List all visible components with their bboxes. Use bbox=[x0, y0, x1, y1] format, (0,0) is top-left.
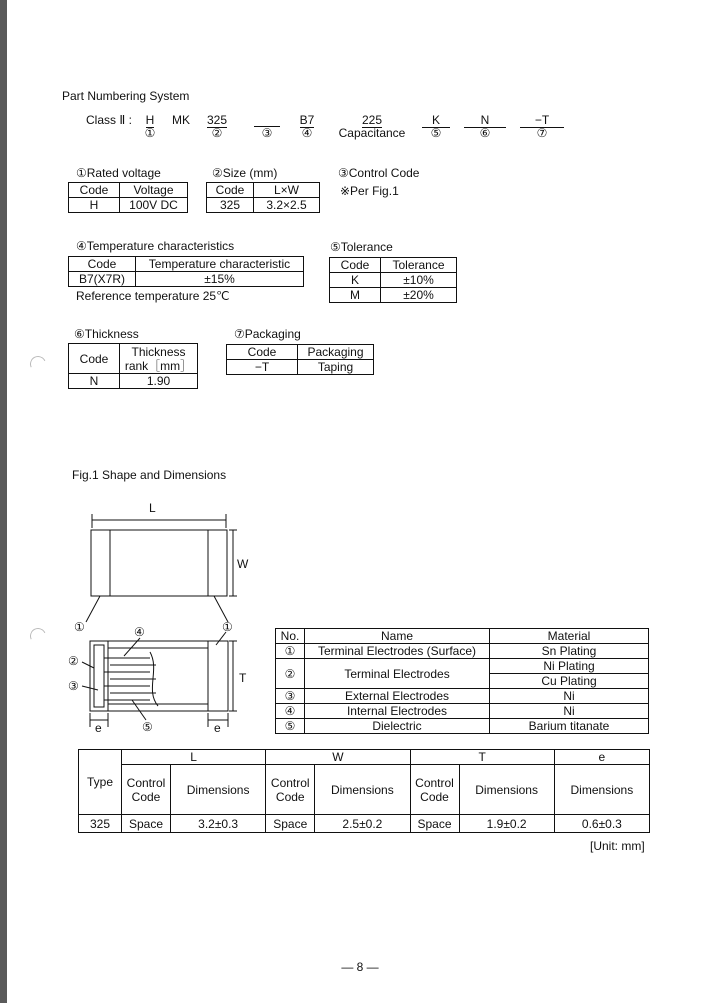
pn-code-mk: MK bbox=[172, 113, 190, 127]
table-cell: 325 bbox=[207, 198, 254, 213]
top-view-terminal-right bbox=[208, 530, 227, 596]
top-view-body bbox=[91, 530, 227, 596]
table-row: ⑤ Dielectric Barium titanate bbox=[276, 719, 649, 734]
pn-code-tol: K bbox=[422, 113, 450, 128]
top-view-terminal-left bbox=[91, 530, 110, 596]
col-header: Code bbox=[330, 258, 381, 273]
thickness-title: ⑥Thickness bbox=[74, 327, 139, 341]
col-header: Dimensions bbox=[171, 765, 266, 815]
temperature-title: ④Temperature characteristics bbox=[76, 239, 235, 253]
unit-note: [Unit: mm] bbox=[590, 839, 645, 853]
table-row: 325 Space 3.2±0.3 Space 2.5±0.2 Space 1.9±0.2 0.6±0.3 bbox=[79, 815, 650, 833]
size-title: ②Size (mm) bbox=[212, 166, 278, 180]
label-1-left: ① bbox=[74, 620, 85, 634]
col-header: Code bbox=[207, 183, 254, 198]
group-header-e: e bbox=[554, 750, 649, 765]
pn-code-size: 325 bbox=[206, 113, 228, 127]
page-heading: Part Numbering System bbox=[62, 89, 190, 103]
rated-voltage-title: ①Rated voltage bbox=[76, 166, 161, 180]
col-header: Dimensions bbox=[315, 765, 410, 815]
table-cell: 1.90 bbox=[120, 374, 198, 389]
table-cell: B7(X7R) bbox=[69, 272, 136, 287]
control-code-note: ※Per Fig.1 bbox=[340, 184, 399, 198]
pn-num-4: ④ bbox=[301, 126, 313, 140]
fig1-title: Fig.1 Shape and Dimensions bbox=[72, 468, 227, 482]
col-header: Voltage bbox=[120, 183, 188, 198]
col-header: Material bbox=[490, 629, 649, 644]
label-e-left: e bbox=[95, 721, 102, 735]
pn-capacitance-label: Capacitance bbox=[338, 126, 406, 140]
label-w: W bbox=[237, 557, 249, 571]
tolerance-title: ⑤Tolerance bbox=[330, 240, 393, 254]
col-header: Dimensions bbox=[459, 765, 554, 815]
pn-num-6: ⑥ bbox=[479, 126, 491, 140]
group-header-l: L bbox=[122, 750, 266, 765]
label-4: ④ bbox=[134, 625, 145, 639]
pn-code-cap: 225 bbox=[361, 113, 383, 127]
packaging-title: ⑦Packaging bbox=[234, 327, 301, 341]
table-cell: K bbox=[330, 273, 381, 288]
col-header: Code bbox=[69, 257, 136, 272]
label-1-right: ① bbox=[222, 620, 233, 634]
group-header-w: W bbox=[266, 750, 410, 765]
label-l: L bbox=[149, 501, 156, 515]
col-header: Control Code bbox=[122, 765, 171, 815]
col-header: Dimensions bbox=[554, 765, 649, 815]
table-cell: 3.2×2.5 bbox=[254, 198, 320, 213]
label-e-right: e bbox=[214, 721, 221, 735]
col-header: Code bbox=[69, 344, 120, 374]
col-header: L×W bbox=[254, 183, 320, 198]
label-t: T bbox=[239, 671, 247, 685]
dimensions-table bbox=[78, 749, 650, 833]
page-number: ― 8 ― bbox=[341, 960, 379, 974]
col-header: Name bbox=[305, 629, 490, 644]
col-header: Tolerance bbox=[381, 258, 457, 273]
table-cell: H bbox=[69, 198, 120, 213]
col-header: Control Code bbox=[266, 765, 315, 815]
pn-num-5: ⑤ bbox=[430, 126, 442, 140]
table-row: ① Terminal Electrodes (Surface) Sn Plating bbox=[276, 644, 649, 659]
group-header-t: T bbox=[410, 750, 554, 765]
table-cell: 100V DC bbox=[120, 198, 188, 213]
label-2: ② bbox=[68, 654, 79, 668]
materials-table bbox=[275, 628, 649, 734]
table-row: Cu Plating bbox=[276, 674, 649, 689]
table-row: ④ Internal Electrodes Ni bbox=[276, 704, 649, 719]
col-header: Code bbox=[227, 345, 298, 360]
label-3: ③ bbox=[68, 679, 79, 693]
pn-code-temp: B7 bbox=[299, 113, 315, 127]
side-view-terminal-right bbox=[208, 641, 228, 711]
table-cell: ±15% bbox=[136, 272, 304, 287]
pn-num-3: ③ bbox=[261, 126, 273, 140]
table-cell: ±10% bbox=[381, 273, 457, 288]
table-cell: M bbox=[330, 288, 381, 303]
col-header: Type bbox=[79, 750, 122, 815]
pn-code-thk: N bbox=[464, 113, 506, 128]
col-header: No. bbox=[276, 629, 305, 644]
table-cell: ±20% bbox=[381, 288, 457, 303]
col-header: Control Code bbox=[410, 765, 459, 815]
table-row: ③ External Electrodes Ni bbox=[276, 689, 649, 704]
control-code-title: ③Control Code bbox=[338, 166, 420, 180]
table-cell: Taping bbox=[298, 360, 374, 375]
table-row: ② Terminal Electrodes Ni Plating bbox=[276, 659, 649, 674]
pn-num-2: ② bbox=[211, 126, 223, 140]
table-cell: −T bbox=[227, 360, 298, 375]
col-header: Packaging bbox=[298, 345, 374, 360]
table-cell: N bbox=[69, 374, 120, 389]
col-header: Code bbox=[69, 183, 120, 198]
pn-num-7: ⑦ bbox=[536, 126, 548, 140]
pn-code-pkg: −T bbox=[520, 113, 564, 128]
class-label: Class Ⅱ : bbox=[86, 113, 132, 127]
label-5: ⑤ bbox=[142, 720, 153, 734]
col-header: Thickness rank［mm］ bbox=[120, 344, 198, 374]
pn-num-1: ① bbox=[144, 126, 156, 140]
reference-temperature: Reference temperature 25℃ bbox=[76, 289, 230, 303]
pn-code-h: H bbox=[145, 113, 155, 127]
col-header: Temperature characteristic bbox=[136, 257, 304, 272]
